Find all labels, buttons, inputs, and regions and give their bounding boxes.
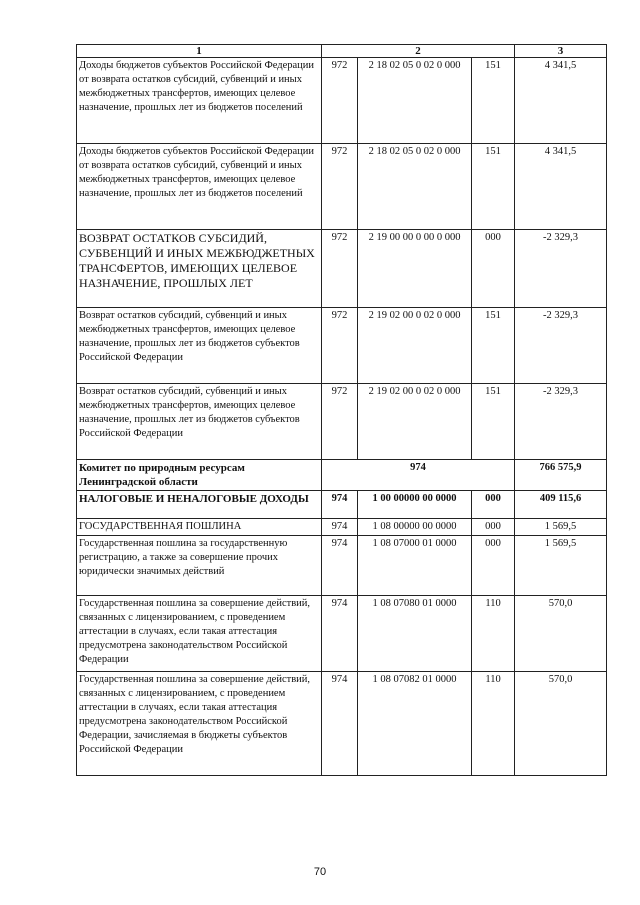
row-income-code: 1 08 07000 01 0000	[358, 536, 472, 596]
row-name: Возврат остатков субсидий, субвенций и иных межбюджетных трансфертов, имеющих целевое назначение, прошлых лет из бюджетов субъектов Российской Федерации	[77, 308, 322, 384]
row-admin-code: 974	[322, 596, 358, 672]
row-amount: 570,0	[515, 596, 607, 672]
page-number: 70	[313, 866, 327, 878]
row-admin-code: 972	[322, 384, 358, 460]
table-row	[77, 491, 607, 519]
row-name: ВОЗВРАТ ОСТАТКОВ СУБСИДИЙ, СУБВЕНЦИЙ И ИНЫХ МЕЖБЮДЖЕТНЫХ ТРАНСФЕРТОВ, ИМЕЮЩИХ ЦЕЛЕВОЕ НАЗНАЧЕНИЕ, ПРОШЛЫХ ЛЕТ	[77, 230, 322, 308]
table-row	[77, 519, 607, 536]
row-group-code: 151	[472, 308, 515, 384]
budget-table	[76, 44, 607, 776]
table-row	[77, 596, 607, 672]
table-row	[77, 672, 607, 776]
row-amount: 1 569,5	[515, 536, 607, 596]
table-row	[77, 308, 607, 384]
row-amount: 570,0	[515, 672, 607, 776]
row-admin-code: 972	[322, 144, 358, 230]
row-group-code: 000	[472, 491, 515, 519]
row-name: ГОСУДАРСТВЕННАЯ ПОШЛИНА	[77, 519, 322, 536]
row-admin-code: 974	[322, 519, 358, 536]
row-group-code: 110	[472, 672, 515, 776]
row-admin-code: 974	[322, 672, 358, 776]
row-income-code: 2 18 02 05 0 02 0 000	[358, 144, 472, 230]
row-admin-code: 972	[322, 58, 358, 144]
row-group-code: 000	[472, 230, 515, 308]
row-amount: 409 115,6	[515, 491, 607, 519]
row-name: Комитет по природным ресурсам Ленинградской области	[77, 460, 322, 491]
row-admin-code: 974	[322, 460, 515, 491]
table-row	[77, 230, 607, 308]
row-amount: 766 575,9	[515, 460, 607, 491]
row-admin-code: 974	[322, 536, 358, 596]
row-admin-code: 974	[322, 491, 358, 519]
row-group-code: 000	[472, 536, 515, 596]
row-amount: 4 341,5	[515, 58, 607, 144]
table-row	[77, 58, 607, 144]
row-name: Государственная пошлина за совершение действий, связанных с лицензированием, с проведением аттестации в случаях, если такая аттестация предусмотрена законодательством Российской Федерации, зачисляемая в бюджеты субъектов Российской Федерации	[77, 672, 322, 776]
row-income-code: 1 00 00000 00 0000	[358, 491, 472, 519]
row-group-code: 151	[472, 58, 515, 144]
row-group-code: 151	[472, 384, 515, 460]
row-name: Доходы бюджетов субъектов Российской Федерации от возврата остатков субсидий, субвенций и иных межбюджетных трансфертов, имеющих целевое назначение, прошлых лет из бюджетов поселений	[77, 144, 322, 230]
row-name: Государственная пошлина за совершение действий, связанных с лицензированием, с проведением аттестации в случаях, если такая аттестация предусмотрена законодательством Российской Федерации	[77, 596, 322, 672]
header-col-1: 1	[77, 45, 322, 58]
row-income-code: 1 08 00000 00 0000	[358, 519, 472, 536]
row-amount: -2 329,3	[515, 230, 607, 308]
row-amount: 1 569,5	[515, 519, 607, 536]
header-col-3: 3	[515, 45, 607, 58]
row-name: Доходы бюджетов субъектов Российской Федерации от возврата остатков субсидий, субвенций и иных межбюджетных трансфертов, имеющих целевое назначение, прошлых лет из бюджетов поселений	[77, 58, 322, 144]
row-income-code: 1 08 07082 01 0000	[358, 672, 472, 776]
row-income-code: 2 19 02 00 0 02 0 000	[358, 384, 472, 460]
row-name: Возврат остатков субсидий, субвенций и иных межбюджетных трансфертов, имеющих целевое назначение, прошлых лет из бюджетов субъектов Российской Федерации	[77, 384, 322, 460]
row-amount: 4 341,5	[515, 144, 607, 230]
row-income-code: 2 19 02 00 0 02 0 000	[358, 308, 472, 384]
row-income-code: 1 08 07080 01 0000	[358, 596, 472, 672]
table-header-row	[77, 45, 607, 58]
row-amount: -2 329,3	[515, 384, 607, 460]
row-admin-code: 972	[322, 230, 358, 308]
row-name: НАЛОГОВЫЕ И НЕНАЛОГОВЫЕ ДОХОДЫ	[77, 491, 322, 519]
row-name: Государственная пошлина за государственную регистрацию, а также за совершение прочих юридически значимых действий	[77, 536, 322, 596]
row-income-code: 2 18 02 05 0 02 0 000	[358, 58, 472, 144]
table-row	[77, 144, 607, 230]
row-admin-code: 972	[322, 308, 358, 384]
row-group-code: 110	[472, 596, 515, 672]
row-group-code: 000	[472, 519, 515, 536]
table-row	[77, 460, 607, 491]
row-group-code: 151	[472, 144, 515, 230]
table-row	[77, 536, 607, 596]
row-amount: -2 329,3	[515, 308, 607, 384]
row-income-code: 2 19 00 00 0 00 0 000	[358, 230, 472, 308]
header-col-2: 2	[322, 45, 515, 58]
table-row	[77, 384, 607, 460]
